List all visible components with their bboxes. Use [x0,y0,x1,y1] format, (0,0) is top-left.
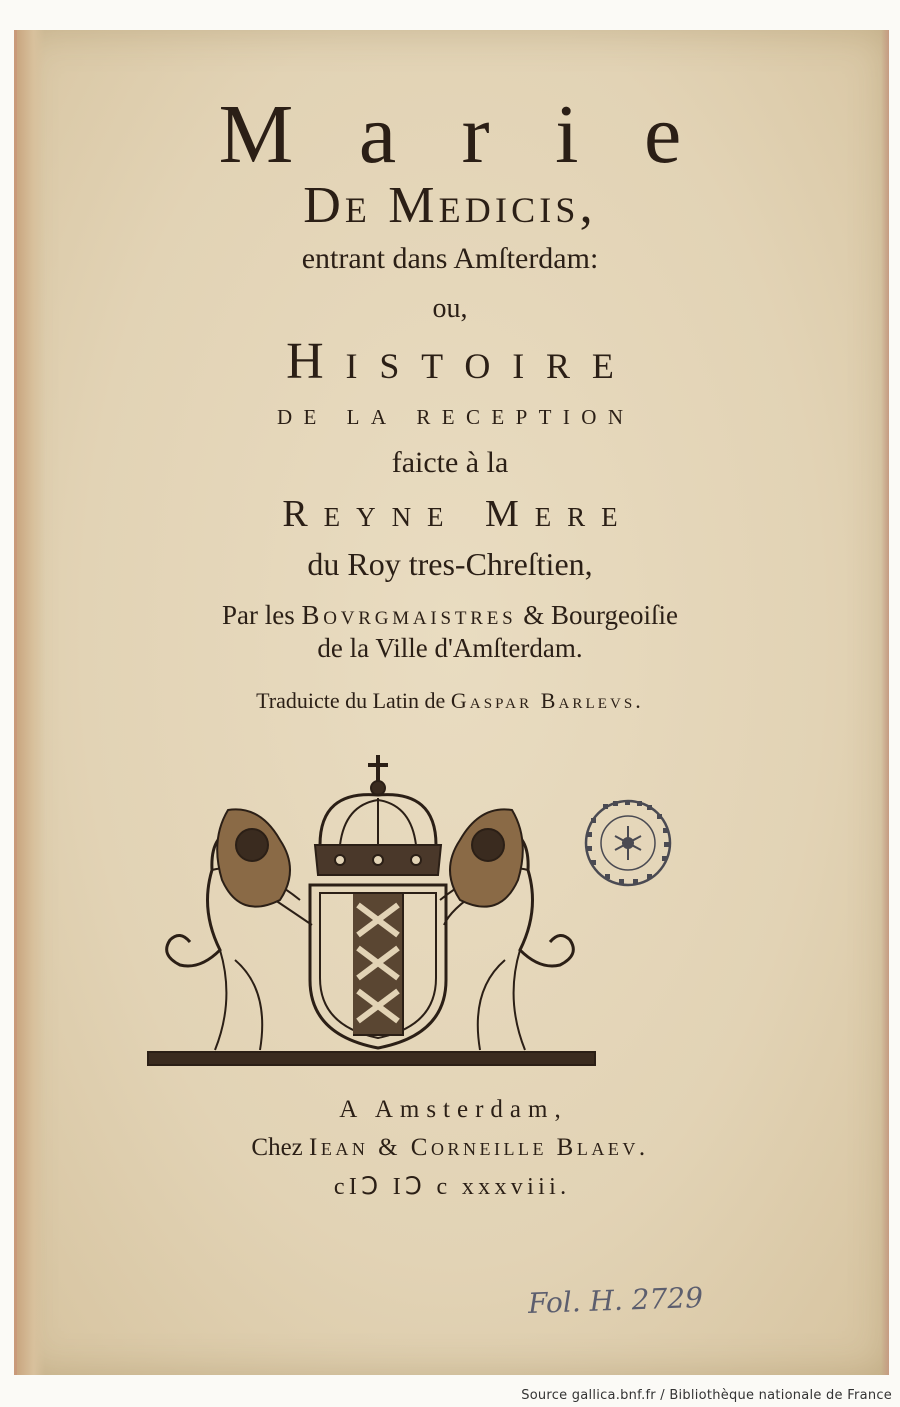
subtitle-ou: ou, [432,293,468,324]
imprint-publisher [0,1134,900,1162]
title-line-reception: de la reception [276,398,635,431]
bourgeoisie-text: & Bourgeoiſie [523,600,678,630]
title-line-histoire: Histoire [286,333,636,390]
author-name: Gaspar Barlevs. [450,688,644,713]
title-line-marie: Marie [218,88,747,181]
subtitle-ville: de la Ville d'Amſterdam. [317,633,583,663]
imprint-chez: Chez [251,1134,303,1161]
title-line-de-medicis: De Medicis, [303,177,597,234]
bourgmaistres-text: Bovrgmaistres [301,600,517,630]
imprint-date: cIↃ IↃ c xxxviii. [333,1174,571,1200]
source-credit: Source gallica.bnf.fr / Bibliothèque nationale de France [521,1388,892,1403]
par-les-text: Par les [222,600,295,630]
amsterdam-coat-of-arms-engraving [140,750,600,1075]
title-line-reyne-mere: Reyne Mere [282,493,634,535]
subtitle-par-les [0,600,900,631]
traduicte-text: Traduicte du Latin de [256,688,446,713]
imprint-publisher-name: Iean & Corneille Blaev. [309,1134,649,1161]
library-ownership-stamp [583,798,673,888]
subtitle-du-roy: du Roy tres-Chreſtien, [307,546,593,582]
handwritten-shelfmark: Fol. H. 2729 [527,1280,704,1321]
imprint-city: A Amsterdam, [339,1096,568,1123]
translator-line [0,688,900,714]
subtitle-entrant: entrant dans Amſterdam: [301,242,599,275]
subtitle-faicte: faicte à la [391,446,509,479]
